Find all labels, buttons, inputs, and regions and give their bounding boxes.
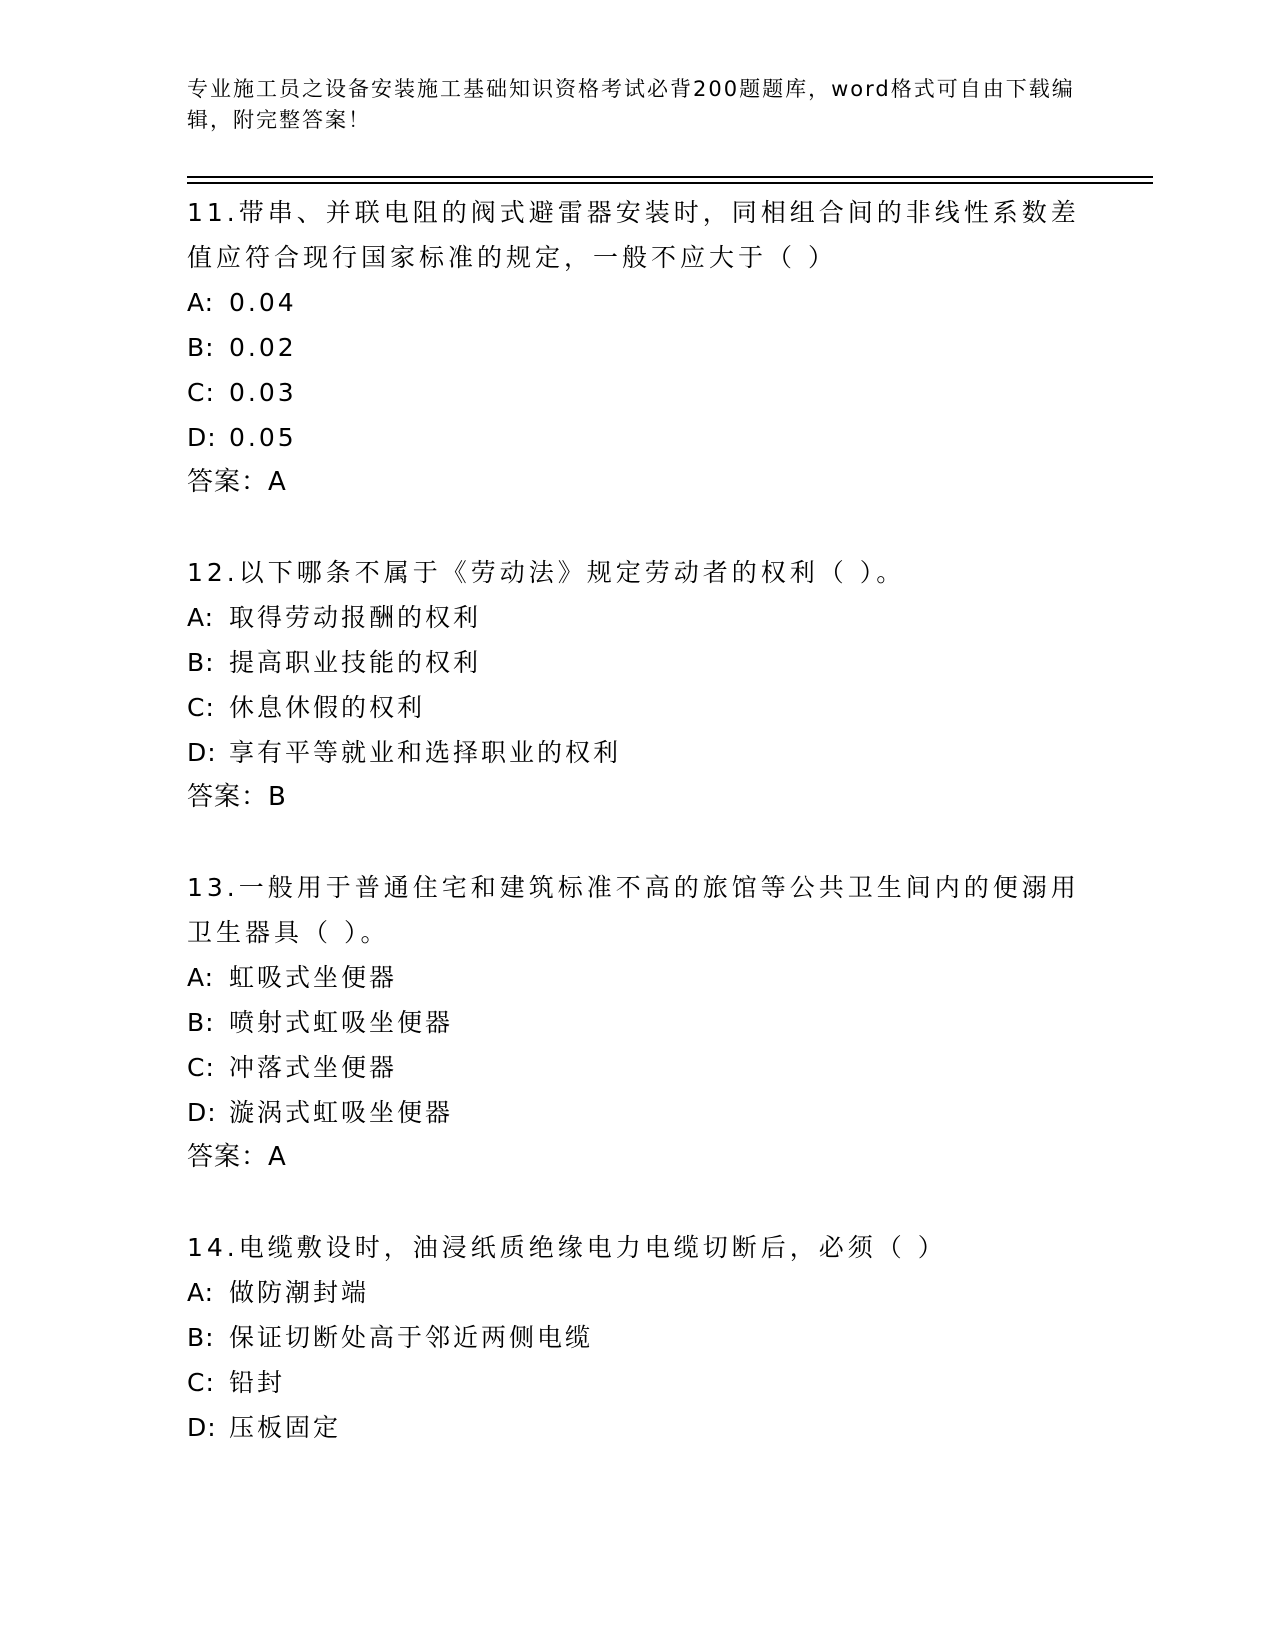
option-d bbox=[187, 1090, 1087, 1135]
header-divider-bottom bbox=[187, 182, 1153, 184]
question-list bbox=[187, 190, 1087, 1495]
option-text: 保证切断处高于邻近两侧电缆 bbox=[229, 1323, 594, 1352]
option-text: 做防潮封端 bbox=[229, 1278, 370, 1307]
option-letter: B: bbox=[187, 1008, 215, 1037]
option-b bbox=[187, 1315, 1087, 1360]
option-letter: A: bbox=[187, 1278, 215, 1307]
option-c bbox=[187, 685, 1087, 730]
option-text: 喷射式虹吸坐便器 bbox=[229, 1008, 454, 1037]
option-a bbox=[187, 595, 1087, 640]
option-letter: C: bbox=[187, 1368, 215, 1397]
option-letter: D: bbox=[187, 1098, 217, 1127]
option-c bbox=[187, 1045, 1087, 1090]
question-11 bbox=[187, 190, 1087, 505]
question-stem: 13.一般用于普通住宅和建筑标准不高的旅馆等公共卫生间内的便溺用卫生器具（ ）。 bbox=[187, 873, 1080, 947]
question-stem: 11.带串、并联电阻的阀式避雷器安装时，同相组合间的非线性系数差值应符合现行国家标准的规定，一般不应大于（ ） bbox=[187, 198, 1080, 272]
question-14 bbox=[187, 1225, 1087, 1450]
option-c bbox=[187, 370, 1087, 415]
option-text: 压板固定 bbox=[229, 1413, 342, 1442]
option-b bbox=[187, 1000, 1087, 1045]
question-13 bbox=[187, 865, 1087, 1180]
option-b bbox=[187, 325, 1087, 370]
option-letter: A: bbox=[187, 603, 215, 632]
option-text: 虹吸式坐便器 bbox=[229, 963, 398, 992]
option-letter: D: bbox=[187, 423, 217, 452]
option-c bbox=[187, 1360, 1087, 1405]
option-d bbox=[187, 1405, 1087, 1450]
option-letter: B: bbox=[187, 1323, 215, 1352]
header-divider-top bbox=[187, 176, 1153, 178]
option-text: 漩涡式虹吸坐便器 bbox=[229, 1098, 454, 1127]
option-text: 铅封 bbox=[229, 1368, 286, 1397]
option-a bbox=[187, 1270, 1087, 1315]
option-text: 享有平等就业和选择职业的权利 bbox=[229, 738, 622, 767]
option-letter: A: bbox=[187, 963, 215, 992]
answer-line: 答案：A bbox=[187, 1142, 287, 1172]
option-letter: C: bbox=[187, 378, 215, 407]
option-letter: A: bbox=[187, 288, 215, 317]
option-text: 0.02 bbox=[229, 333, 297, 362]
question-12 bbox=[187, 550, 1087, 820]
option-a bbox=[187, 280, 1087, 325]
document-intro: 专业施工员之设备安装施工基础知识资格考试必背200题题库，word格式可自由下载编辑，附完整答案！ bbox=[187, 77, 1075, 132]
option-letter: D: bbox=[187, 738, 217, 767]
option-letter: B: bbox=[187, 333, 215, 362]
option-text: 0.04 bbox=[229, 288, 297, 317]
answer-line: 答案：A bbox=[187, 467, 287, 497]
question-stem: 12.以下哪条不属于《劳动法》规定劳动者的权利（ ）。 bbox=[187, 558, 906, 587]
option-letter: D: bbox=[187, 1413, 217, 1442]
option-d bbox=[187, 730, 1087, 775]
question-stem: 14.电缆敷设时，油浸纸质绝缘电力电缆切断后，必须（ ） bbox=[187, 1233, 947, 1262]
option-a bbox=[187, 955, 1087, 1000]
option-text: 休息休假的权利 bbox=[229, 693, 426, 722]
answer-line: 答案：B bbox=[187, 782, 287, 812]
option-b bbox=[187, 640, 1087, 685]
option-text: 0.05 bbox=[229, 423, 297, 452]
option-letter: C: bbox=[187, 693, 215, 722]
option-text: 取得劳动报酬的权利 bbox=[229, 603, 482, 632]
option-text: 冲落式坐便器 bbox=[229, 1053, 398, 1082]
option-text: 提高职业技能的权利 bbox=[229, 648, 482, 677]
option-text: 0.03 bbox=[229, 378, 297, 407]
option-d bbox=[187, 415, 1087, 460]
option-letter: C: bbox=[187, 1053, 215, 1082]
option-letter: B: bbox=[187, 648, 215, 677]
